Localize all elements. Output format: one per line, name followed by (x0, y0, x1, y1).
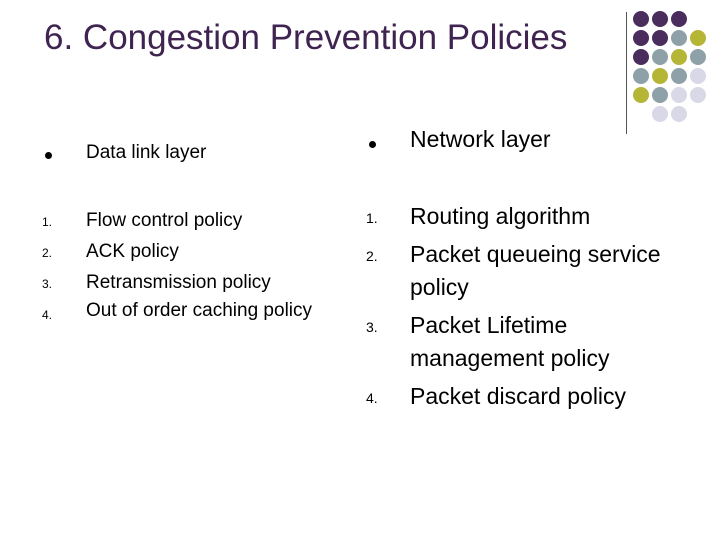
list-item (42, 298, 316, 324)
decorative-dot-icon (652, 68, 668, 84)
decorative-dot-icon (671, 68, 687, 84)
decorative-dot-icon (671, 30, 687, 46)
slide-title: 6. Congestion Prevention Policies (44, 18, 568, 57)
list-item-number: 3. (366, 319, 378, 335)
left-numbered-list (42, 205, 316, 324)
list-item (42, 236, 316, 267)
decorative-dot-icon (690, 68, 706, 84)
list-item-text: Routing algorithm (410, 203, 591, 229)
list-item-text: ACK policy (86, 241, 179, 262)
decorative-dot-icon (671, 87, 687, 103)
decorative-dot-icon (633, 11, 649, 27)
decorative-dot-icon (671, 106, 687, 122)
list-item (366, 380, 670, 413)
list-item-text: Flow control policy (86, 210, 243, 231)
decorative-dot-icon (633, 49, 649, 65)
decorative-dot-grid (0, 0, 720, 160)
decorative-dot-icon (652, 11, 668, 27)
right-numbered-list (366, 200, 670, 418)
list-item-number: 4. (366, 390, 378, 406)
decorative-dot-icon (671, 11, 687, 27)
decorative-dot-icon (671, 49, 687, 65)
decorative-dot-icon (690, 49, 706, 65)
decorative-dot-icon (690, 87, 706, 103)
list-item-number: 1. (42, 215, 53, 229)
list-item (366, 309, 670, 375)
decorative-dot-icon (652, 106, 668, 122)
list-item-number: 4. (42, 308, 53, 322)
decorative-dot-icon (633, 87, 649, 103)
list-item-number: 2. (42, 246, 53, 260)
list-item-text: Packet Lifetime management policy (410, 312, 610, 371)
list-item (42, 205, 316, 236)
list-item (366, 238, 670, 304)
decorative-dot-icon (633, 30, 649, 46)
list-item-text: Out of order caching policy (86, 300, 313, 321)
bullet-dot-icon (45, 152, 52, 159)
list-item-text: Packet queueing service policy (410, 241, 661, 300)
list-item-number: 1. (366, 210, 378, 226)
list-item (42, 267, 316, 298)
left-column-heading: Data link layer (86, 142, 207, 163)
decorative-dot-icon (652, 49, 668, 65)
bullet-dot-icon (369, 141, 376, 148)
list-item-text: Packet discard policy (410, 383, 627, 409)
list-item (366, 200, 670, 233)
list-item-number: 2. (366, 248, 378, 264)
decorative-dot-icon (633, 68, 649, 84)
right-column-heading: Network layer (410, 126, 551, 152)
list-item-number: 3. (42, 277, 53, 291)
list-item-text: Retransmission policy (86, 272, 271, 293)
decorative-dot-icon (690, 30, 706, 46)
decorative-dot-icon (652, 30, 668, 46)
decorative-dot-icon (652, 87, 668, 103)
